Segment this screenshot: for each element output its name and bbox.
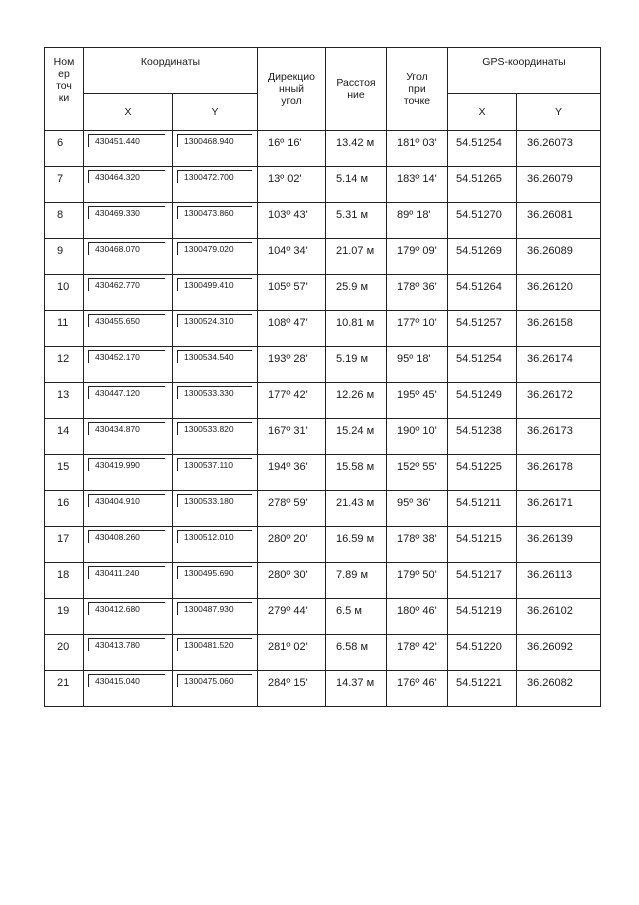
coordinate-value: 1300481.520 [177,638,252,651]
distance-cell: 6.5 м [326,599,387,635]
point-number-cell: 20 [45,635,84,671]
gps-x-cell: 54.51249 [448,383,517,419]
table-row [45,455,601,491]
gps-x-cell: 54.51270 [448,203,517,239]
coordinate-value: 430415.040 [88,674,165,687]
coordinate-value: 430447.120 [88,386,165,399]
coordinate-value: 430408.260 [88,530,165,543]
point-angle-cell: 178º 42' [387,635,448,671]
distance-cell: 7.89 м [326,563,387,599]
coord-x-cell [84,203,173,239]
point-number-cell: 13 [45,383,84,419]
point-number-cell: 16 [45,491,84,527]
gps-x-cell: 54.51265 [448,167,517,203]
distance-cell: 15.58 м [326,455,387,491]
gps-x-cell: 54.51225 [448,455,517,491]
coord-x-cell [84,527,173,563]
header-gps-y: Y [517,94,601,131]
direction-angle-cell: 167º 31' [258,419,326,455]
point-number-cell: 8 [45,203,84,239]
coordinate-value: 430452.170 [88,350,165,363]
coord-x-cell [84,347,173,383]
table-body [45,131,601,707]
gps-y-cell: 36.26113 [517,563,601,599]
direction-angle-cell: 281º 02' [258,635,326,671]
coordinate-value: 1300499.410 [177,278,252,291]
point-number-cell: 18 [45,563,84,599]
coord-y-cell [173,527,258,563]
point-angle-cell: 178º 38' [387,527,448,563]
coord-x-cell [84,563,173,599]
coordinate-value: 1300472.700 [177,170,252,183]
point-number-cell: 6 [45,131,84,167]
point-angle-cell: 178º 36' [387,275,448,311]
point-angle-cell: 152º 55' [387,455,448,491]
gps-x-cell: 54.51238 [448,419,517,455]
distance-cell: 16.59 м [326,527,387,563]
header-gps-coordinates: GPS-координаты [448,48,601,94]
direction-angle-cell: 104º 34' [258,239,326,275]
point-angle-cell: 181º 03' [387,131,448,167]
table-header [45,48,601,131]
coordinate-value: 430434.870 [88,422,165,435]
coord-y-cell [173,599,258,635]
gps-y-cell: 36.26171 [517,491,601,527]
table-row [45,599,601,635]
table-row [45,491,601,527]
coord-y-cell [173,167,258,203]
direction-angle-cell: 177º 42' [258,383,326,419]
header-x: X [84,94,173,131]
table-row [45,671,601,707]
distance-cell: 21.07 м [326,239,387,275]
coord-x-cell [84,455,173,491]
header-point-number: Ном ер точ ки [45,48,84,131]
coordinate-value: 430469.330 [88,206,165,219]
table-row [45,275,601,311]
table-row [45,131,601,167]
point-number-cell: 12 [45,347,84,383]
gps-y-cell: 36.26073 [517,131,601,167]
point-angle-cell: 95º 36' [387,491,448,527]
direction-angle-cell: 16º 16' [258,131,326,167]
coord-x-cell [84,419,173,455]
table-row [45,527,601,563]
point-number-cell: 11 [45,311,84,347]
header-direction-angle: Дирекцио нный угол [258,48,326,131]
distance-cell: 13.42 м [326,131,387,167]
coord-y-cell [173,491,258,527]
table-row [45,383,601,419]
distance-cell: 5.19 м [326,347,387,383]
coordinate-value: 430412.680 [88,602,165,615]
coordinate-value: 1300534.540 [177,350,252,363]
gps-y-cell: 36.26139 [517,527,601,563]
coordinate-value: 430451.440 [88,134,165,147]
point-number-cell: 7 [45,167,84,203]
point-angle-cell: 95º 18' [387,347,448,383]
coord-y-cell [173,671,258,707]
gps-y-cell: 36.26172 [517,383,601,419]
point-angle-cell: 190º 10' [387,419,448,455]
gps-y-cell: 36.26174 [517,347,601,383]
distance-cell: 6.58 м [326,635,387,671]
coordinate-value: 1300533.180 [177,494,252,507]
table-row [45,239,601,275]
coord-x-cell [84,671,173,707]
point-number-cell: 19 [45,599,84,635]
point-angle-cell: 176º 46' [387,671,448,707]
point-angle-cell: 180º 46' [387,599,448,635]
gps-x-cell: 54.51219 [448,599,517,635]
point-number-cell: 17 [45,527,84,563]
gps-y-cell: 36.26120 [517,275,601,311]
point-angle-cell: 177º 10' [387,311,448,347]
distance-cell: 21.43 м [326,491,387,527]
table-row [45,635,601,671]
coordinate-value: 430413.780 [88,638,165,651]
point-number-cell: 14 [45,419,84,455]
survey-table [44,47,601,707]
table-row [45,311,601,347]
gps-y-cell: 36.26081 [517,203,601,239]
coordinate-value: 1300512.010 [177,530,252,543]
direction-angle-cell: 280º 20' [258,527,326,563]
coord-x-cell [84,275,173,311]
coord-x-cell [84,131,173,167]
table-row [45,347,601,383]
coord-y-cell [173,275,258,311]
coordinate-value: 1300495.690 [177,566,252,579]
direction-angle-cell: 280º 30' [258,563,326,599]
direction-angle-cell: 13º 02' [258,167,326,203]
coordinate-value: 1300524.310 [177,314,252,327]
gps-x-cell: 54.51254 [448,131,517,167]
header-point-angle: Угол при точке [387,48,448,131]
coordinate-value: 1300533.330 [177,386,252,399]
coord-x-cell [84,167,173,203]
point-angle-cell: 89º 18' [387,203,448,239]
coordinate-value: 1300533.820 [177,422,252,435]
coordinate-value: 1300468.940 [177,134,252,147]
gps-y-cell: 36.26158 [517,311,601,347]
coordinate-value: 1300475.060 [177,674,252,687]
coordinate-value: 1300537.110 [177,458,252,471]
point-number-cell: 15 [45,455,84,491]
table-row [45,203,601,239]
direction-angle-cell: 194º 36' [258,455,326,491]
gps-x-cell: 54.51215 [448,527,517,563]
coordinate-value: 1300473.860 [177,206,252,219]
distance-cell: 10.81 м [326,311,387,347]
coord-y-cell [173,239,258,275]
gps-x-cell: 54.51217 [448,563,517,599]
point-number-cell: 9 [45,239,84,275]
gps-y-cell: 36.26178 [517,455,601,491]
point-number-cell: 21 [45,671,84,707]
gps-y-cell: 36.26102 [517,599,601,635]
coord-y-cell [173,635,258,671]
coord-x-cell [84,491,173,527]
coord-x-cell [84,239,173,275]
gps-x-cell: 54.51254 [448,347,517,383]
gps-y-cell: 36.26092 [517,635,601,671]
coordinate-value: 430411.240 [88,566,165,579]
gps-x-cell: 54.51257 [448,311,517,347]
distance-cell: 25.9 м [326,275,387,311]
coord-y-cell [173,383,258,419]
direction-angle-cell: 278º 59' [258,491,326,527]
table-row [45,563,601,599]
point-angle-cell: 179º 09' [387,239,448,275]
gps-y-cell: 36.26082 [517,671,601,707]
gps-y-cell: 36.26173 [517,419,601,455]
coord-x-cell [84,383,173,419]
point-angle-cell: 195º 45' [387,383,448,419]
gps-x-cell: 54.51269 [448,239,517,275]
direction-angle-cell: 279º 44' [258,599,326,635]
gps-x-cell: 54.51221 [448,671,517,707]
distance-cell: 5.14 м [326,167,387,203]
header-y: Y [173,94,258,131]
coord-y-cell [173,419,258,455]
header-coordinates: Координаты [84,48,258,94]
distance-cell: 14.37 м [326,671,387,707]
coord-x-cell [84,599,173,635]
header-gps-x: X [448,94,517,131]
gps-x-cell: 54.51264 [448,275,517,311]
point-number-cell: 10 [45,275,84,311]
coord-x-cell [84,311,173,347]
gps-x-cell: 54.51211 [448,491,517,527]
coord-y-cell [173,347,258,383]
distance-cell: 5.31 м [326,203,387,239]
coordinate-value: 430468.070 [88,242,165,255]
direction-angle-cell: 193º 28' [258,347,326,383]
coordinate-value: 1300479.020 [177,242,252,255]
distance-cell: 15.24 м [326,419,387,455]
direction-angle-cell: 103º 43' [258,203,326,239]
coord-y-cell [173,131,258,167]
gps-y-cell: 36.26089 [517,239,601,275]
coord-y-cell [173,203,258,239]
gps-y-cell: 36.26079 [517,167,601,203]
coord-x-cell [84,635,173,671]
coordinate-value: 430419.990 [88,458,165,471]
point-angle-cell: 179º 50' [387,563,448,599]
coord-y-cell [173,311,258,347]
header-distance: Расстоя ние [326,48,387,131]
direction-angle-cell: 105º 57' [258,275,326,311]
direction-angle-cell: 108º 47' [258,311,326,347]
coord-y-cell [173,563,258,599]
table-row [45,419,601,455]
distance-cell: 12.26 м [326,383,387,419]
coordinate-value: 430464.320 [88,170,165,183]
direction-angle-cell: 284º 15' [258,671,326,707]
table-row [45,167,601,203]
coord-y-cell [173,455,258,491]
coordinate-value: 430404.910 [88,494,165,507]
coordinate-value: 430455.650 [88,314,165,327]
point-angle-cell: 183º 14' [387,167,448,203]
coordinate-value: 430462.770 [88,278,165,291]
coordinate-value: 1300487.930 [177,602,252,615]
gps-x-cell: 54.51220 [448,635,517,671]
